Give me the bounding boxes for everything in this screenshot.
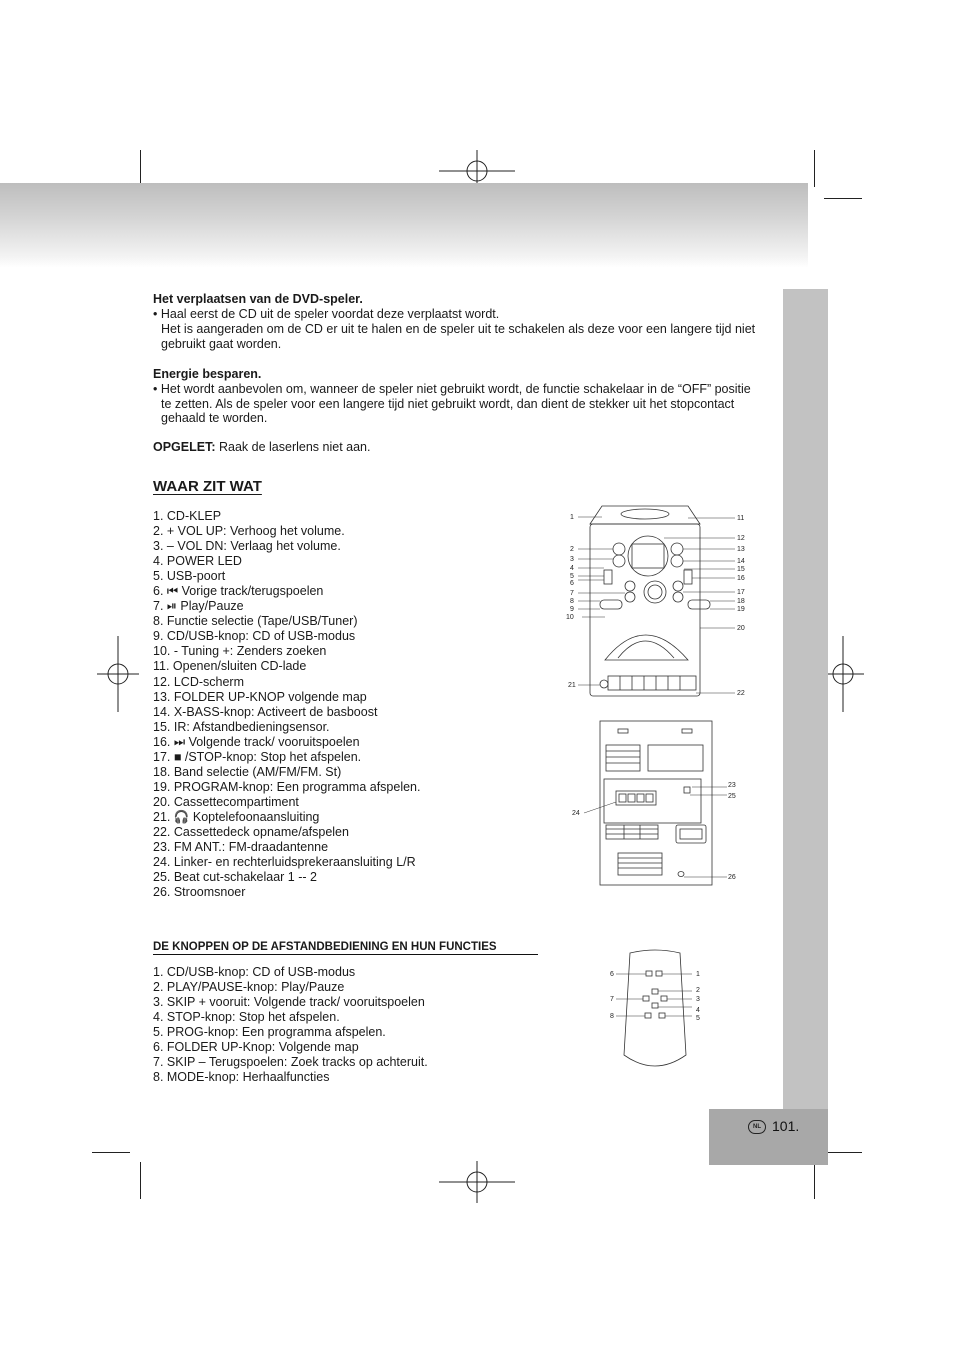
list-item: 13. FOLDER UP-KNOP volgende map (153, 689, 367, 704)
language-badge: NL (748, 1120, 766, 1134)
list-item: 1. CD-KLEP (153, 509, 222, 523)
crop-mark (824, 1152, 862, 1153)
cassette-deck (608, 676, 696, 690)
list-item: 25. Beat cut-schakelaar 1 -- 2 (153, 870, 317, 885)
caution-label: OPGELET: (153, 440, 216, 454)
page-number-box (709, 1109, 828, 1165)
list-item: 6. FOLDER UP-Knop: Volgende map (153, 1040, 359, 1055)
diagram-label: 25 (728, 793, 736, 800)
list-item: 22. Cassettedeck opname/afspelen (153, 824, 349, 839)
diagram-label: 7 (610, 996, 614, 1003)
paragraph-line: Het is aangeraden om de CD er uit te halen en de speler uit te schakelen als deze voor een langere tijd niet (161, 322, 756, 336)
diagram-label: 22 (737, 690, 745, 697)
list-item: 18. Band selectie (AM/FM/FM. St) (153, 764, 342, 779)
diagram-label: 16 (737, 575, 745, 582)
list-item: 15. IR: Afstandbedieningsensor. (153, 719, 330, 734)
list-item: 1. CD/USB-knop: CD of USB-modus (153, 965, 356, 979)
parts-list (153, 509, 420, 900)
registration-mark (80, 636, 156, 712)
paragraph-line: te zetten. Als de speler voor een langere tijd niet gebruikt wordt, dan dient de stekker uit het stopcontact (161, 397, 735, 411)
list-item: 24. Linker- en rechterluidsprekeraansluiting L/R (153, 855, 416, 870)
section-title-moving: Het verplaatsen van de DVD-speler. (153, 292, 363, 306)
list-item: 12. LCD-scherm (153, 674, 244, 689)
diagram-label: 18 (737, 598, 745, 605)
paragraph-line: gehaald te worden. (161, 411, 268, 425)
connection-panel (604, 779, 701, 823)
diagram-label: 4 (696, 1007, 700, 1014)
list-item: 10. - Tuning +: Zenders zoeken (153, 644, 327, 659)
tuning-knob (644, 581, 666, 603)
diagram-label: 24 (572, 810, 580, 817)
front-view-diagram (560, 500, 760, 705)
list-item: 23. FM ANT.: FM-draadantenne (153, 840, 329, 855)
vol-up-button (613, 543, 625, 555)
list-item: 4. STOP-knop: Stop het afspelen. (153, 1010, 340, 1025)
list-item: 17. ■ /STOP-knop: Stop het afspelen. (153, 749, 362, 764)
caution-text: Raak de laserlens niet aan. (215, 440, 371, 454)
crop-mark (814, 150, 815, 187)
diagram-label: 7 (570, 590, 574, 597)
diagram-label: 21 (568, 682, 576, 689)
diagram-label: 8 (610, 1013, 614, 1020)
parts-heading: WAAR ZIT WAT (153, 478, 262, 495)
diagram-label: 20 (737, 625, 745, 632)
diagram-label: 4 (570, 565, 574, 572)
unit-body (590, 524, 700, 696)
list-item: 2. PLAY/PAUSE-knop: Play/Pauze (153, 980, 345, 995)
list-item: 20. Cassettecompartiment (153, 794, 299, 809)
list-item: 11. Openen/sluiten CD-lade (153, 659, 307, 674)
list-item: 7. ⏯ Play/Pauze (153, 599, 244, 614)
headphone-jack (600, 680, 608, 688)
list-item: 26. Stroomsnoer (153, 885, 246, 900)
side-tab (783, 289, 828, 1109)
page-number: 101. (772, 1118, 800, 1134)
diagram-label: 2 (696, 987, 700, 994)
list-item: 4. POWER LED (153, 554, 242, 569)
diagram-label: 5 (696, 1015, 700, 1022)
paragraph-line: • Het wordt aanbevolen om, wanneer de speler niet gebruikt wordt, de functie schakelaar in de “OFF” positie (153, 382, 751, 396)
diagram-label: 6 (570, 580, 574, 587)
diagram-label: 19 (737, 606, 745, 613)
beat-cut-switch (684, 787, 690, 793)
usb-port (604, 570, 612, 584)
header-band (0, 183, 808, 268)
list-item: 21. 🎧 Koptelefoonaansluiting (153, 809, 320, 824)
list-item: 16. ⏭ Volgende track/ vooruitspoelen (153, 734, 360, 749)
diagram-label: 17 (737, 589, 745, 596)
caution-note (153, 440, 370, 455)
list-item: 3. – VOL DN: Verlaag het volume. (153, 539, 341, 554)
diagram-label: 13 (737, 546, 745, 553)
diagram-label: 9 (570, 606, 574, 613)
registration-mark (439, 1144, 515, 1220)
diagram-label: 11 (737, 515, 745, 522)
diagram-label: 2 (570, 546, 574, 553)
list-item: 2. + VOL UP: Verhoog het volume. (153, 524, 345, 539)
power-cord (678, 872, 684, 877)
list-item: 6. ⏮ Vorige track/terugspoelen (153, 584, 324, 599)
cassette-compartment (605, 635, 688, 660)
crop-mark (814, 1162, 815, 1199)
crop-mark (824, 198, 862, 199)
diagram-label: 1 (696, 971, 700, 978)
diagram-label: 14 (737, 558, 745, 565)
diagram-label: 1 (570, 514, 574, 521)
lcd-screen (632, 544, 664, 568)
vol-down-button (613, 555, 625, 567)
list-item: 19. PROGRAM-knop: Een programma afspelen. (153, 779, 421, 794)
crop-mark (92, 1152, 130, 1153)
list-item: 3. SKIP + vooruit: Volgende track/ vooruitspoelen (153, 995, 425, 1010)
folder-up-button (671, 543, 683, 555)
diagram-label: 12 (737, 535, 745, 542)
paragraph-line: • Haal eerst de CD uit de speler voordat deze verplaatst wordt. (153, 307, 500, 321)
list-item: 8. MODE-knop: Herhaalfuncties (153, 1070, 330, 1085)
diagram-label: 10 (566, 614, 574, 621)
crop-mark (140, 1162, 141, 1199)
diagram-label: 26 (728, 874, 736, 881)
diagram-label: 3 (696, 996, 700, 1003)
remote-heading: DE KNOPPEN OP DE AFSTANDBEDIENING EN HUN FUNCTIES (153, 941, 538, 955)
speaker-terminals (616, 791, 656, 805)
back-view-diagram (560, 715, 760, 890)
xbass-button (671, 555, 683, 567)
diagram-label: 8 (570, 598, 574, 605)
diagram-label: 5 (570, 573, 574, 580)
list-item: 5. PROG-knop: Een programma afspelen. (153, 1025, 386, 1040)
diagram-label: 15 (737, 566, 745, 573)
cd-door (621, 509, 669, 519)
diagram-label: 23 (728, 782, 736, 789)
diagram-label: 3 (570, 556, 574, 563)
list-item: 8. Functie selectie (Tape/USB/Tuner) (153, 614, 358, 629)
remote-control-diagram (600, 945, 720, 1075)
list-item: 9. CD/USB-knop: CD of USB-modus (153, 629, 356, 644)
list-item: 5. USB-poort (153, 569, 226, 584)
paragraph-line: gebruikt gaat worden. (161, 337, 282, 351)
section-title-energy: Energie besparen. (153, 367, 262, 381)
list-item: 14. X-BASS-knop: Activeert de basboost (153, 704, 378, 719)
remote-list (153, 965, 428, 1085)
list-item: 7. SKIP – Terugspoelen: Zoek tracks op achteruit. (153, 1055, 428, 1070)
diagram-label: 6 (610, 971, 614, 978)
crop-mark (140, 150, 141, 187)
